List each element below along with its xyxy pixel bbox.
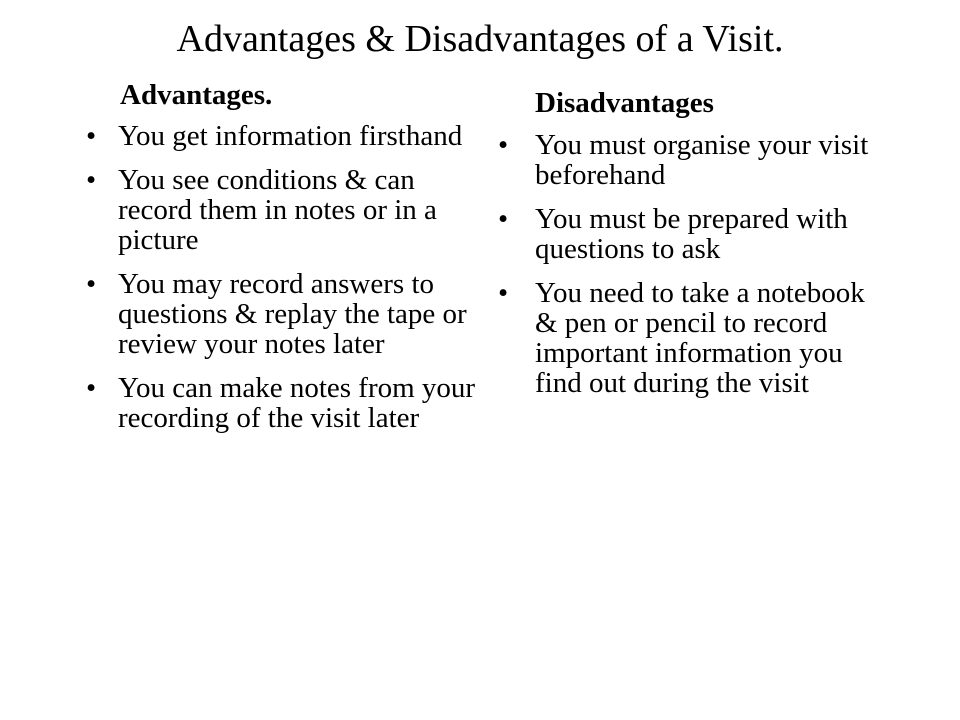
bullet-icon: •: [86, 372, 97, 404]
advantages-list: [80, 121, 488, 447]
bullet-icon: •: [86, 120, 97, 152]
list-item: [80, 165, 488, 255]
slide-title: Advantages & Disadvantages of a Visit.: [176, 18, 784, 60]
bullet-icon: •: [498, 203, 509, 235]
bullet-icon: •: [498, 277, 509, 309]
bullet-icon: •: [86, 164, 97, 196]
list-item: [492, 130, 890, 190]
disadvantages-heading: Disadvantages: [535, 87, 714, 119]
list-item: [80, 121, 488, 151]
list-item-text: You get information firsthand: [118, 120, 463, 152]
list-item: [80, 373, 488, 433]
bullet-icon: •: [86, 268, 97, 300]
disadvantages-list: [492, 130, 890, 412]
list-item: [80, 269, 488, 359]
list-item-text: You must organise your visit beforehand: [535, 129, 869, 191]
advantages-heading: Advantages.: [120, 79, 273, 111]
bullet-icon: •: [498, 129, 509, 161]
list-item-text: You can make notes from your recording of the visit later: [118, 372, 476, 434]
list-item-text: You see conditions & can record them in notes or in a picture: [118, 164, 437, 256]
list-item-text: You must be prepared with questions to ask: [535, 203, 848, 265]
list-item: [492, 204, 890, 264]
list-item-text: You need to take a notebook & pen or pencil to record important information you find out during the visit: [535, 277, 865, 399]
list-item-text: You may record answers to questions & replay the tape or review your notes later: [118, 268, 467, 360]
list-item: [492, 278, 890, 398]
